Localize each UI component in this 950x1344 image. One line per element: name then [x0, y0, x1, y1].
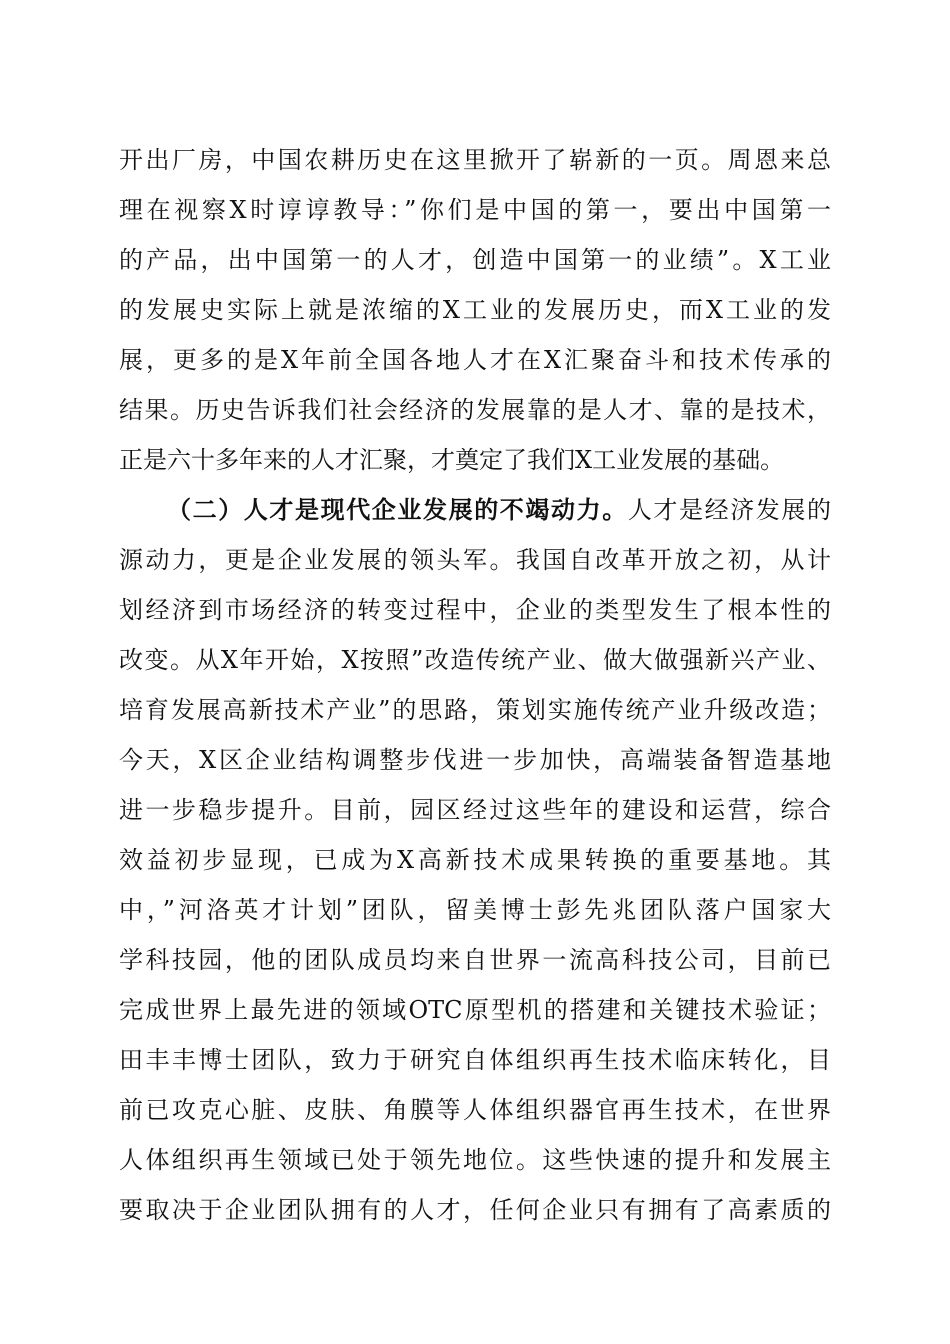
body-text-line: 要取决于企业团队拥有的人才，任何企业只有拥有了高素质的	[119, 1196, 831, 1224]
body-text-line: 划经济到市场经济的转变过程中，企业的类型发生了根本性的	[119, 596, 831, 624]
body-text-line: 完成世界上最先进的领域OTC原型机的搭建和关键技术验证；	[119, 996, 831, 1024]
body-text-line: 的发展史实际上就是浓缩的X工业的发展历史，而X工业的发	[119, 296, 831, 324]
section-heading: （二）人才是现代企业发展的不竭动力。	[167, 495, 628, 524]
section-first-line-text: 人才是经济发展的	[627, 496, 832, 524]
body-text-line: 进一步稳步提升。目前，园区经过这些年的建设和运营，综合	[119, 796, 831, 824]
body-text-line: 正是六十多年来的人才汇聚，才奠定了我们X工业发展的基础。	[119, 446, 785, 474]
body-text-line: 结果。历史告诉我们社会经济的发展靠的是人才、靠的是技术，	[119, 396, 831, 424]
body-text-line: 改变。从X年开始，X按照”改造传统产业、做大做强新兴产业、	[119, 646, 831, 674]
body-text-line: 理在视察X时谆谆教导：”你们是中国的第一，要出中国第一	[119, 196, 831, 224]
body-text-line: 效益初步显现，已成为X高新技术成果转换的重要基地。其	[119, 846, 831, 874]
body-text-line: 中，”河洛英才计划”团队，留美博士彭先兆团队落户国家大	[119, 896, 831, 924]
body-text-line: 人体组织再生领域已处于领先地位。这些快速的提升和发展主	[119, 1146, 831, 1174]
body-text-line: 培育发展高新技术产业”的思路，策划实施传统产业升级改造；	[119, 696, 831, 724]
body-text-line: 源动力，更是企业发展的领头军。我国自改革开放之初，从计	[119, 546, 831, 574]
body-text-line: 今天，X区企业结构调整步伐进一步加快，高端装备智造基地	[119, 746, 831, 774]
section-first-line	[167, 490, 831, 530]
body-text-line: 展，更多的是X年前全国各地人才在X汇聚奋斗和技术传承的	[119, 346, 831, 374]
body-text-line: 学科技园，他的团队成员均来自世界一流高科技公司，目前已	[119, 946, 831, 974]
body-text-line: 前已攻克心脏、皮肤、角膜等人体组织器官再生技术，在世界	[119, 1096, 831, 1124]
body-text-line: 田丰丰博士团队，致力于研究自体组织再生技术临床转化，目	[119, 1046, 831, 1074]
body-text-line: 的产品，出中国第一的人才，创造中国第一的业绩”。X工业	[119, 246, 831, 274]
body-text-line: 开出厂房，中国农耕历史在这里掀开了崭新的一页。周恩来总	[119, 146, 831, 174]
